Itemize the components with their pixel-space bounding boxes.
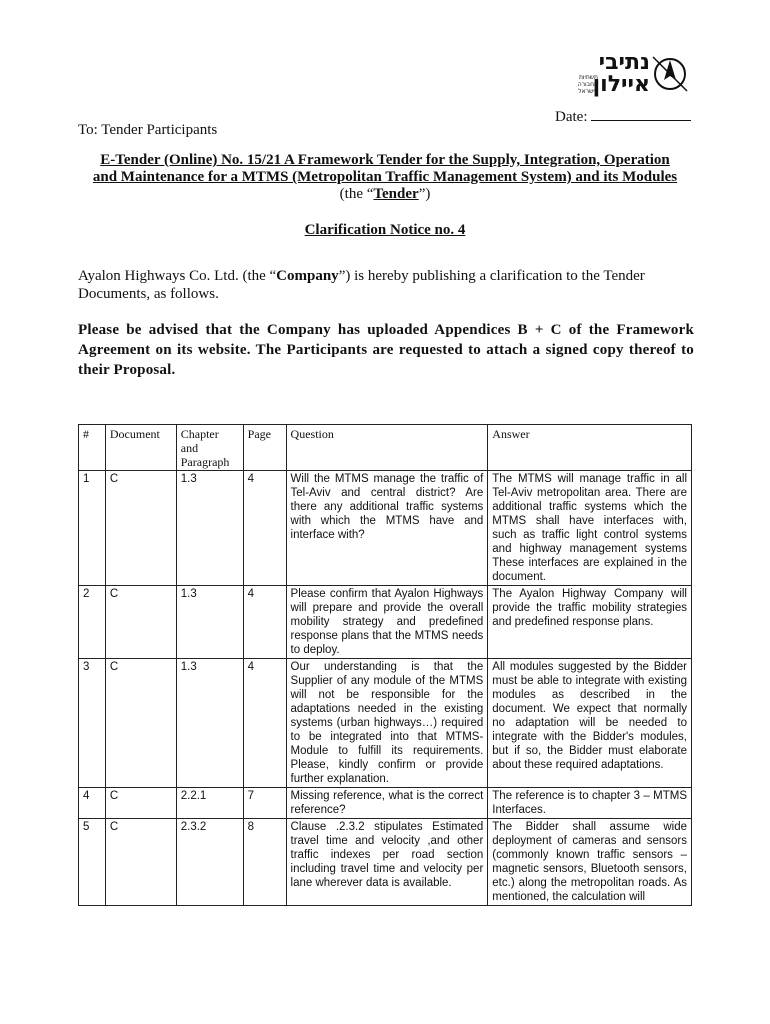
header-chapter: Chapter and Paragraph (176, 425, 243, 471)
cell-question: Missing reference, what is the correct reference? (286, 788, 488, 819)
to-line: To: Tender Participants (78, 122, 218, 138)
cell-document: C (105, 659, 176, 788)
cell-document: C (105, 471, 176, 586)
cell-answer: The Ayalon Highway Company will provide the traffic mobility strategies and predefined response plans. (488, 586, 692, 659)
intro-paragraph: Ayalon Highways Co. Ltd. (the “Company”) is hereby publishing a clarification to the Tender Documents, as follows. (78, 268, 645, 302)
table-row (79, 788, 692, 819)
cell-page: 7 (243, 788, 286, 819)
date-line (555, 106, 691, 126)
date-blank (591, 106, 691, 121)
title-line-3: (the “Tender”) (339, 186, 431, 202)
header-document: Document (105, 425, 176, 471)
cell-chapter: 2.3.2 (176, 819, 243, 906)
header-question: Question (286, 425, 488, 471)
logo-tagline: תשתיות תחבורה לישראל (577, 74, 598, 95)
compass-arrow-icon (650, 54, 690, 94)
cell-page: 4 (243, 586, 286, 659)
cell-page: 8 (243, 819, 286, 906)
clarification-heading: Clarification Notice no. 4 (304, 222, 466, 238)
table-row (79, 586, 692, 659)
cell-chapter: 1.3 (176, 659, 243, 788)
cell-number: 3 (79, 659, 106, 788)
cell-answer: The reference is to chapter 3 – MTMS Interfaces. (488, 788, 692, 819)
table-row (79, 819, 692, 906)
cell-answer: All modules suggested by the Bidder must be able to integrate with existing modules as described in the document. We expect that normally no adaptation will be needed to integrate with the Bidder's modules, but if so, the Bidder must elaborate about these required adaptations. (488, 659, 692, 788)
cell-chapter: 1.3 (176, 471, 243, 586)
logo-text-top: נתיבי (598, 50, 650, 75)
cell-answer: The Bidder shall assume wide deployment of cameras and sensors (commonly known traffic sensors – magnetic sensors, Bluetooth sensors, etc.) along the metropolitan roads. As mentioned, the calculation will (488, 819, 692, 906)
cell-page: 4 (243, 471, 286, 586)
title-line-2: and Maintenance for a MTMS (Metropolitan Traffic Management System) and its Modules (92, 169, 678, 185)
cell-question: Our understanding is that the Supplier of any module of the MTMS will not be responsible for the adaptations needed in the existing systems (urban highways…) required to be integrated into that MTMS-Module to fulfill its requirements. Please, kindly confirm or provide further explanation. (286, 659, 488, 788)
header-page: Page (243, 425, 286, 471)
tender-title (70, 152, 700, 203)
company-logo (566, 52, 690, 104)
clarification-table (78, 424, 692, 906)
table-header-row (79, 425, 692, 471)
cell-chapter: 2.2.1 (176, 788, 243, 819)
cell-document: C (105, 819, 176, 906)
advise-paragraph: Please be advised that the Company has uploaded Appendices B + C of the Framework Agreement on its website. The Participants are requested to attach a signed copy thereof to their Proposal. (78, 322, 694, 378)
cell-chapter: 1.3 (176, 586, 243, 659)
cell-document: C (105, 586, 176, 659)
logo-text-bottom: איילון (592, 72, 650, 97)
header-answer: Answer (488, 425, 692, 471)
table-row (79, 471, 692, 586)
title-line-1: E-Tender (Online) No. 15/21 A Framework Tender for the Supply, Integration, Operation (100, 152, 670, 168)
cell-number: 4 (79, 788, 106, 819)
cell-number: 1 (79, 471, 106, 586)
cell-question: Will the MTMS manage the traffic of Tel-Aviv and central district? Are there any additional traffic systems with which the MTMS have and interface with? (286, 471, 488, 586)
cell-document: C (105, 788, 176, 819)
table-row (79, 659, 692, 788)
cell-number: 2 (79, 586, 106, 659)
cell-answer: The MTMS will manage traffic in all Tel-Aviv metropolitan area. There are additional traffic systems which the MTMS shall have interfaces with, such as traffic light control systems and highway management systems These interfaces are explained in the document. (488, 471, 692, 586)
cell-number: 5 (79, 819, 106, 906)
header-number: # (79, 425, 106, 471)
cell-page: 4 (243, 659, 286, 788)
cell-question: Please confirm that Ayalon Highways will prepare and provide the overall mobility strategy and predefined response plans that the MTMS needs to deploy. (286, 586, 488, 659)
date-label: Date: (555, 109, 588, 125)
cell-question: Clause .2.3.2 stipulates Estimated travel time and velocity ,and other traffic indexes per road section including travel time and velocity per lane wherever data is available. (286, 819, 488, 906)
